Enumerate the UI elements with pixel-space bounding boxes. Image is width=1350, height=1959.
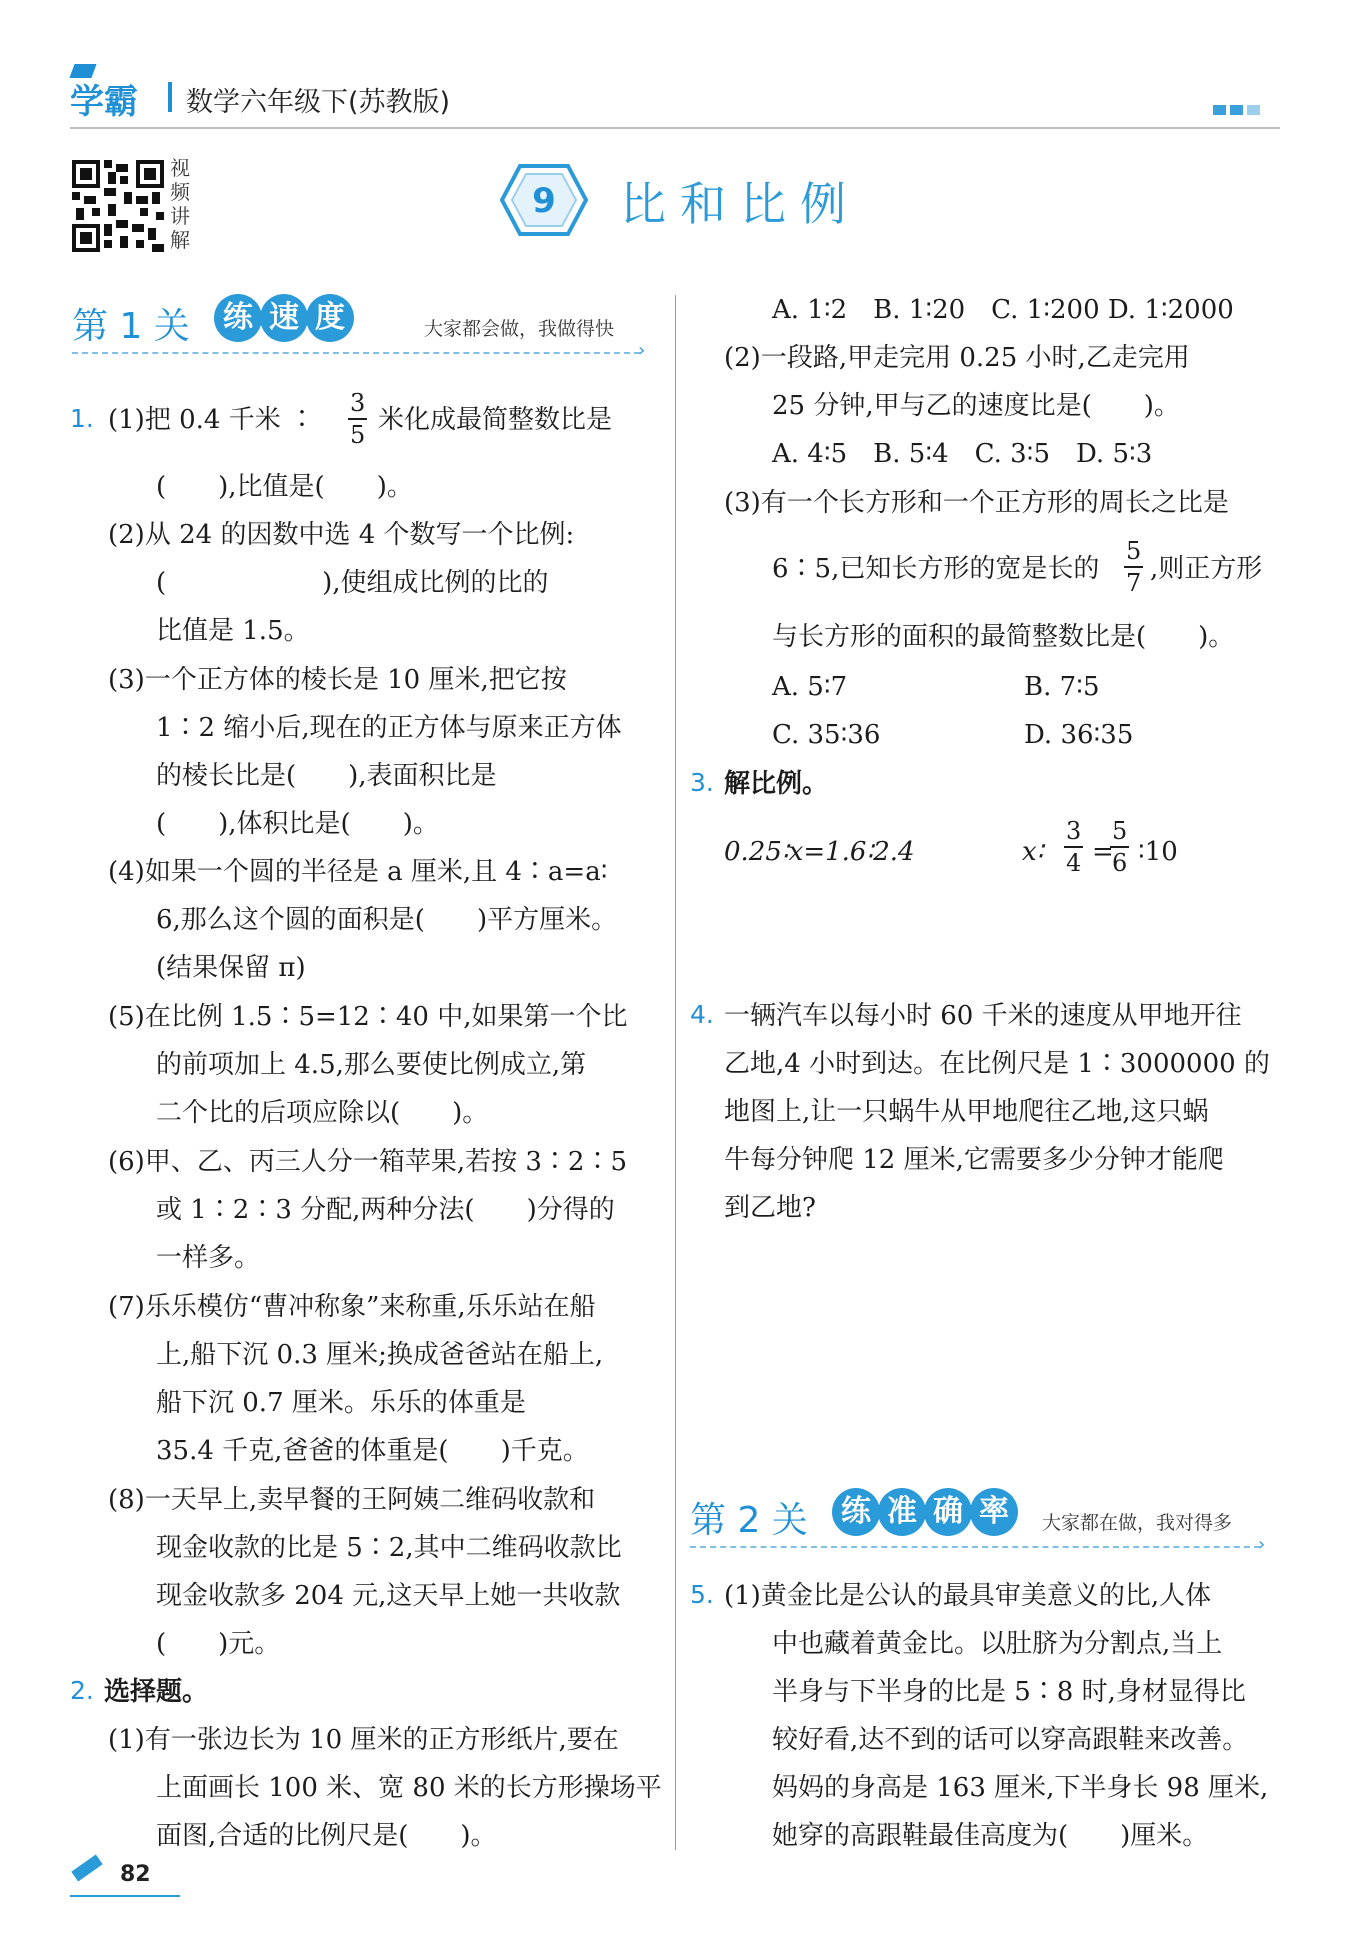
question-text: ( ),比值是( )。 bbox=[156, 472, 413, 502]
section-1-badge: 速 bbox=[260, 294, 308, 342]
chevron-right-icon: › bbox=[638, 340, 646, 361]
fraction: $\frac{3}{4}$ bbox=[1066, 817, 1082, 877]
question-text: (2)一段路,甲走完用 0.25 小时,乙走完用 bbox=[724, 343, 1190, 373]
answer-options: A. 1∶2 B. 1∶20 C. 1∶200 D. 1∶2000 bbox=[772, 295, 1234, 325]
question-text: (结果保留 π) bbox=[156, 953, 306, 983]
chapter-title: 比和比例 bbox=[620, 177, 860, 231]
question-text: 或 1∶2∶3 分配,两种分法( )分得的 bbox=[156, 1195, 615, 1225]
question-text: 6∶5,已知长方形的宽是长的 bbox=[772, 554, 1100, 584]
question-text: (8)一天早上,卖早餐的王阿姨二维码收款和 bbox=[108, 1485, 596, 1515]
question-text: 现金收款多 204 元,这天早上她一共收款 bbox=[156, 1581, 621, 1611]
question-text: 上,船下沉 0.3 厘米;换成爸爸站在船上, bbox=[156, 1340, 604, 1370]
header-decoration bbox=[1209, 100, 1260, 119]
answer-option: B. 7∶5 bbox=[1024, 672, 1100, 702]
page-header bbox=[70, 72, 1280, 132]
question-text: 牛每分钟爬 12 厘米,它需要多少分钟才能爬 bbox=[724, 1145, 1224, 1175]
question-text: (7)乐乐模仿“曹冲称象”来称重,乐乐站在船 bbox=[108, 1292, 596, 1322]
chapter-number: 9 bbox=[532, 181, 556, 221]
question-text: 半身与下半身的比是 5∶8 时,身材显得比 bbox=[772, 1677, 1246, 1707]
footer-rule bbox=[70, 1895, 180, 1897]
question-text: 妈妈的身高是 163 厘米,下半身长 98 厘米, bbox=[772, 1773, 1269, 1803]
answer-option: A. 5∶7 bbox=[772, 672, 848, 702]
question-text: (1)有一张边长为 10 厘米的正方形纸片,要在 bbox=[108, 1725, 619, 1755]
question-text: (1)把 0.4 千米 ∶ bbox=[108, 405, 315, 435]
question-text: 35.4 千克,爸爸的体重是( )千克。 bbox=[156, 1436, 589, 1466]
question-text: 一样多。 bbox=[156, 1243, 261, 1273]
question-text: 的棱长比是( ),表面积比是 bbox=[156, 761, 497, 791]
section-1-badge: 度 bbox=[306, 294, 354, 342]
question-text: ( ),使组成比例的比的 bbox=[156, 568, 549, 598]
question-text: (4)如果一个圆的半径是 a 厘米,且 4∶a=a∶ bbox=[108, 857, 608, 887]
question-text: (3)有一个长方形和一个正方形的周长之比是 bbox=[724, 488, 1229, 518]
chapter-number-badge bbox=[498, 162, 590, 238]
question-text: ( )元。 bbox=[156, 1629, 281, 1659]
question-title: 解比例。 bbox=[724, 769, 829, 799]
column-divider bbox=[675, 295, 676, 1850]
question-text: 一辆汽车以每小时 60 千米的速度从甲地开往 bbox=[724, 1001, 1242, 1031]
question-text: 6,那么这个圆的面积是( )平方厘米。 bbox=[156, 905, 618, 935]
question-text: 二个比的后项应除以( )。 bbox=[156, 1098, 489, 1128]
question-text: ,则正方形 bbox=[1150, 554, 1263, 584]
fraction: $\frac{5}{6}$ bbox=[1112, 817, 1128, 877]
brand-logo: 学霸 bbox=[70, 82, 138, 122]
question-number: 4. bbox=[690, 1000, 714, 1029]
answer-option: D. 36∶35 bbox=[1024, 720, 1134, 750]
section-2-badge: 练 bbox=[832, 1488, 880, 1536]
section-2-slogan: 大家都在做，我对得多 bbox=[1042, 1512, 1233, 1534]
question-text: 地图上,让一只蜗牛从甲地爬往乙地,这只蜗 bbox=[724, 1097, 1209, 1127]
section-2-header bbox=[690, 1486, 1290, 1555]
qr-video-label: 视 频 讲 解 bbox=[170, 156, 190, 252]
section-1-number: 第 1 关 bbox=[72, 306, 190, 347]
section-1-header bbox=[72, 292, 652, 361]
answer-options: A. 4∶5 B. 5∶4 C. 3∶5 D. 5∶3 bbox=[772, 439, 1153, 469]
question-text: 乙地,4 小时到达。在比例尺是 1∶3000000 的 bbox=[724, 1049, 1270, 1079]
question-text: 中也藏着黄金比。以肚脐为分割点,当上 bbox=[772, 1629, 1223, 1659]
section-2-number: 第 2 关 bbox=[690, 1500, 808, 1541]
question-text: 现金收款的比是 5∶2,其中二维码收款比 bbox=[156, 1533, 622, 1563]
question-text: 的前项加上 4.5,那么要使比例成立,第 bbox=[156, 1050, 587, 1080]
question-text: 船下沉 0.7 厘米。乐乐的体重是 bbox=[156, 1388, 526, 1418]
question-text: 面图,合适的比例尺是( )。 bbox=[156, 1821, 497, 1851]
question-text: 到乙地? bbox=[724, 1193, 816, 1223]
question-text: 米化成最简整数比是 bbox=[378, 405, 613, 435]
chevron-right-icon: › bbox=[1258, 1534, 1266, 1555]
qr-code-icon[interactable] bbox=[72, 160, 164, 252]
proportion-equation: 0.25∶x=1.6∶2.4 bbox=[724, 837, 915, 867]
question-number: 3. bbox=[690, 768, 714, 797]
fraction: $\frac{3}{5}$ bbox=[350, 389, 366, 449]
question-text: (2)从 24 的因数中选 4 个数写一个比例: bbox=[108, 520, 575, 550]
page-number: 82 bbox=[120, 1862, 151, 1887]
section-1-rule bbox=[72, 352, 640, 354]
proportion-equation: ∶10 bbox=[1138, 837, 1178, 867]
section-1-slogan: 大家都会做，我做得快 bbox=[424, 318, 615, 340]
book-title: 数学六年级下(苏教版) bbox=[186, 87, 451, 118]
question-text: 上面画长 100 米、宽 80 米的长方形操场平 bbox=[156, 1773, 662, 1803]
proportion-equation: = bbox=[1092, 837, 1114, 867]
question-text: (1)黄金比是公认的最具审美意义的比,人体 bbox=[724, 1581, 1212, 1611]
question-text: 1∶2 缩小后,现在的正方体与原来正方体 bbox=[156, 713, 622, 743]
question-text: (6)甲、乙、丙三人分一箱苹果,若按 3∶2∶5 bbox=[108, 1147, 627, 1177]
question-text: (3)一个正方体的棱长是 10 厘米,把它按 bbox=[108, 665, 567, 695]
question-text: 她穿的高跟鞋最佳高度为( )厘米。 bbox=[772, 1821, 1209, 1851]
question-title: 选择题。 bbox=[104, 1677, 209, 1707]
question-number: 5. bbox=[690, 1580, 714, 1609]
section-1-badge: 练 bbox=[214, 294, 262, 342]
question-number: 1. bbox=[70, 404, 94, 433]
fraction: $\frac{5}{7}$ bbox=[1126, 537, 1142, 597]
section-2-rule bbox=[690, 1546, 1260, 1548]
question-text: 与长方形的面积的最简整数比是( )。 bbox=[772, 622, 1235, 652]
section-2-badge: 确 bbox=[924, 1488, 972, 1536]
question-number: 2. bbox=[70, 1676, 94, 1705]
section-2-badge: 率 bbox=[970, 1488, 1018, 1536]
question-text: (5)在比例 1.5∶5=12∶40 中,如果第一个比 bbox=[108, 1002, 628, 1032]
header-rule bbox=[70, 127, 1280, 129]
question-text: 较好看,达不到的话可以穿高跟鞋来改善。 bbox=[772, 1725, 1249, 1755]
proportion-equation: x∶ bbox=[1022, 837, 1044, 867]
question-text: 25 分钟,甲与乙的速度比是( )。 bbox=[772, 391, 1180, 421]
question-text: 比值是 1.5。 bbox=[156, 616, 310, 646]
answer-option: C. 35∶36 bbox=[772, 720, 881, 750]
header-separator bbox=[168, 82, 172, 112]
question-text: ( ),体积比是( )。 bbox=[156, 809, 439, 839]
pencil-icon bbox=[71, 1854, 102, 1881]
section-2-badge: 准 bbox=[878, 1488, 926, 1536]
